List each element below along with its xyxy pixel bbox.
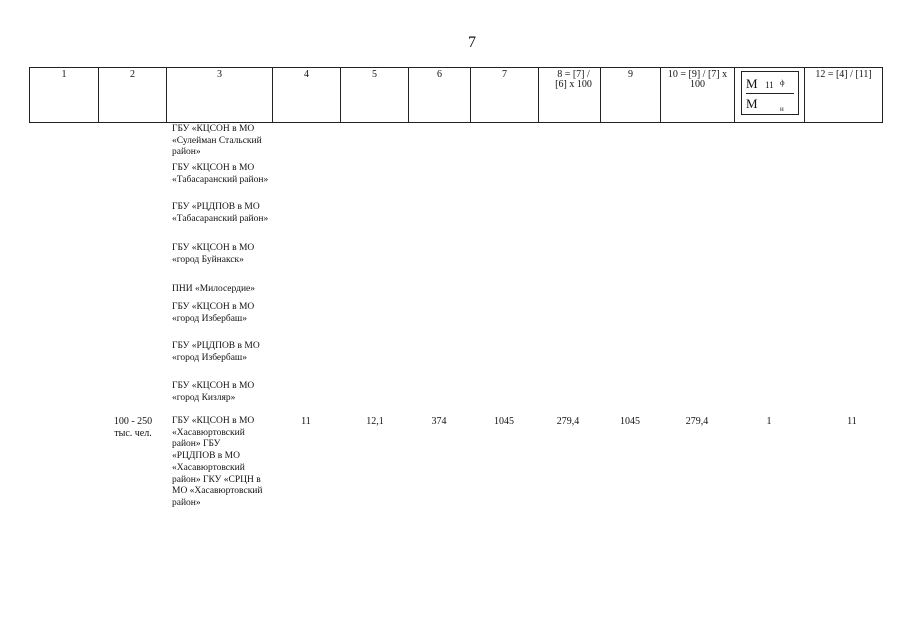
fraction-bar [746, 93, 794, 94]
row2-col-12: 11 [847, 416, 857, 427]
org-4: ГБУ «КЦСОН в МО «город Буйнакск» [172, 243, 255, 265]
header-col-1: 1 [61, 69, 67, 80]
org-8: ГБУ «КЦСОН в МО «город Кизляр» [172, 381, 255, 403]
ratio-formula [741, 71, 799, 115]
row2-organizations: ГБУ «КЦСОН в МО «Хасавюртовский район» ГБУ «РЦДПОВ в МО «Хасавюртовский район» ГКУ «СРЦН в МО «Хасавюртовский район» [172, 416, 263, 508]
header-col-12: 12 = [4] / [11] [804, 68, 882, 122]
header-col-10: 10 = [9] / [7] x 100 [660, 68, 734, 122]
row2-col-6: 374 [431, 416, 447, 427]
row2-col-8: 279,4 [556, 416, 580, 427]
org-5: ПНИ «Милосердие» [172, 284, 256, 294]
formula-m-top: М [746, 76, 758, 91]
row2-col-9: 1045 [620, 416, 640, 427]
row2-population: 100 - 250 тыс. чел. [113, 416, 153, 439]
formula-sub-bottom: н [780, 105, 784, 113]
header-col-4: 4 [272, 68, 340, 122]
header-col-7: 7 [470, 68, 538, 122]
header-col-11 [734, 68, 804, 122]
table-header [29, 67, 883, 123]
row2-col-7: 1045 [494, 416, 514, 427]
formula-m-bottom: М [746, 96, 758, 111]
org-7: ГБУ «РЦДПОВ в МО «город Избербаш» [172, 341, 260, 363]
org-6: ГБУ «КЦСОН в МО «город Избербаш» [172, 302, 255, 324]
header-col-6: 6 [408, 68, 470, 122]
org-1: ГБУ «КЦСОН в МО «Сулейман Стальский район» [172, 124, 262, 158]
header-col-5: 5 [340, 68, 408, 122]
page-number: 7 [468, 34, 476, 51]
header-col-9: 9 [600, 68, 660, 122]
org-3: ГБУ «РЦДПОВ в МО «Табасаранский район» [172, 202, 269, 224]
header-col-3: 3 [166, 68, 272, 122]
header-col-8: 8 = [7] / [6] x 100 [538, 68, 600, 122]
formula-sub-top: ф [780, 79, 785, 87]
row2-col-11: 1 [766, 416, 772, 427]
row2-col-5: 12,1 [366, 416, 384, 427]
formula-col-number: 11 [765, 80, 774, 90]
row2-col-10: 279,4 [685, 416, 709, 427]
row2-col-4: 11 [301, 416, 311, 427]
header-col-2: 2 [98, 68, 166, 122]
org-2: ГБУ «КЦСОН в МО «Табасаранский район» [172, 163, 269, 185]
